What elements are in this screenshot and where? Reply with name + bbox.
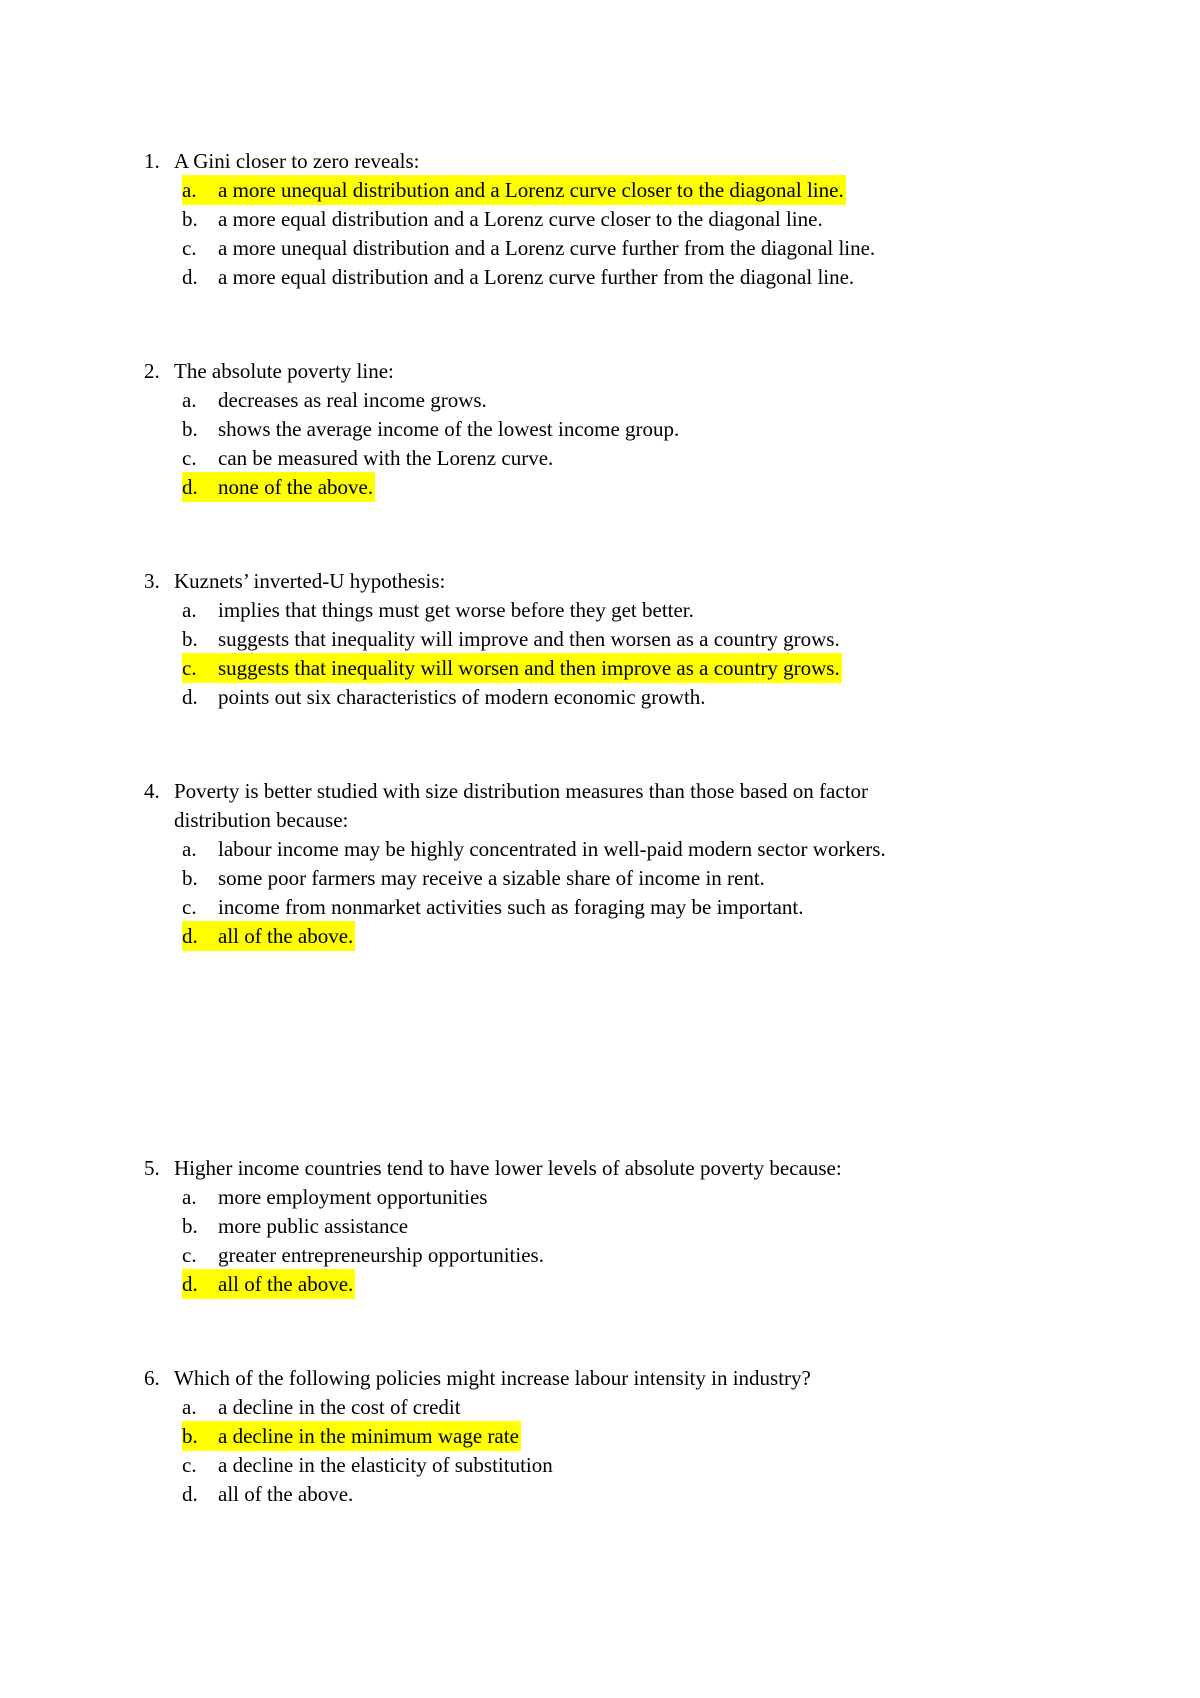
question-text: Which of the following policies might increase labour intensity in industry? — [174, 1366, 811, 1390]
option-text: decreases as real income grows. — [218, 388, 487, 412]
option-letter: a. — [182, 598, 197, 622]
question-text: A Gini closer to zero reveals: — [174, 149, 420, 173]
option-text: implies that things must get worse before they get better. — [218, 598, 694, 622]
question-number: 3. — [144, 569, 160, 593]
option-letter: c. — [182, 1243, 197, 1267]
option-text: suggests that inequality will worsen and then improve as a country grows. — [218, 656, 840, 680]
question-number: 2. — [144, 359, 160, 383]
option-text: a more equal distribution and a Lorenz curve further from the diagonal line. — [218, 265, 855, 289]
option-d — [182, 1269, 355, 1299]
option-text: a decline in the elasticity of substitution — [218, 1453, 553, 1477]
option-c — [182, 233, 875, 263]
option-text: can be measured with the Lorenz curve. — [218, 446, 554, 470]
option-letter: d. — [182, 924, 198, 948]
question-text: Higher income countries tend to have lower levels of absolute poverty because: — [174, 1156, 842, 1180]
option-text: greater entrepreneurship opportunities. — [218, 1243, 544, 1267]
question-number: 4. — [144, 779, 160, 803]
option-a — [182, 175, 846, 205]
option-c — [182, 653, 842, 683]
option-a — [182, 834, 886, 864]
option-text: a decline in the cost of credit — [218, 1395, 461, 1419]
option-text: none of the above. — [218, 475, 374, 499]
option-d — [182, 682, 706, 712]
option-letter: d. — [182, 1482, 198, 1506]
option-text: labour income may be highly concentrated in well-paid modern sector workers. — [218, 837, 886, 861]
option-c — [182, 1240, 544, 1270]
option-text: all of the above. — [218, 1272, 354, 1296]
option-text: suggests that inequality will improve and then worsen as a country grows. — [218, 627, 840, 651]
option-letter: c. — [182, 1453, 197, 1477]
option-text: more public assistance — [218, 1214, 409, 1238]
option-b — [182, 1421, 521, 1451]
option-letter: b. — [182, 417, 198, 441]
option-letter: b. — [182, 866, 198, 890]
option-letter: a. — [182, 388, 197, 412]
option-letter: c. — [182, 656, 197, 680]
option-b — [182, 204, 823, 234]
option-text: points out six characteristics of modern economic growth. — [218, 685, 706, 709]
option-text: income from nonmarket activities such as foraging may be important. — [218, 895, 804, 919]
option-letter: a. — [182, 1185, 197, 1209]
option-letter: b. — [182, 627, 198, 651]
option-b — [182, 624, 840, 654]
option-letter: d. — [182, 1272, 198, 1296]
option-text: a decline in the minimum wage rate — [218, 1424, 519, 1448]
option-b — [182, 1211, 408, 1241]
option-c — [182, 443, 553, 473]
option-letter: c. — [182, 236, 197, 260]
question-number: 6. — [144, 1366, 160, 1390]
option-b — [182, 863, 765, 893]
option-letter: d. — [182, 685, 198, 709]
option-c — [182, 1450, 553, 1480]
option-letter: b. — [182, 1214, 198, 1238]
question-text: Kuznets’ inverted-U hypothesis: — [174, 569, 446, 593]
option-d — [182, 1479, 353, 1509]
option-letter: a. — [182, 1395, 197, 1419]
option-letter: c. — [182, 895, 197, 919]
option-letter: b. — [182, 207, 198, 231]
option-text: a more unequal distribution and a Lorenz curve further from the diagonal line. — [218, 236, 876, 260]
option-a — [182, 385, 487, 415]
option-d — [182, 472, 375, 502]
option-text: a more unequal distribution and a Lorenz curve closer to the diagonal line. — [218, 178, 844, 202]
option-text: some poor farmers may receive a sizable share of income in rent. — [218, 866, 765, 890]
question-text: distribution because: — [174, 808, 349, 832]
option-a — [182, 1392, 461, 1422]
option-letter: a. — [182, 837, 197, 861]
option-text: all of the above. — [218, 924, 354, 948]
option-text: more employment opportunities — [218, 1185, 488, 1209]
option-letter: c. — [182, 446, 197, 470]
option-b — [182, 414, 679, 444]
option-text: shows the average income of the lowest income group. — [218, 417, 680, 441]
option-letter: d. — [182, 265, 198, 289]
question-text: The absolute poverty line: — [174, 359, 394, 383]
option-letter: d. — [182, 475, 198, 499]
question-number: 1. — [144, 149, 160, 173]
question-text: Poverty is better studied with size distribution measures than those based on factor — [174, 779, 869, 803]
option-a — [182, 595, 694, 625]
option-d — [182, 262, 854, 292]
question-number: 5. — [144, 1156, 160, 1180]
option-letter: a. — [182, 178, 197, 202]
option-d — [182, 921, 355, 951]
option-text: all of the above. — [218, 1482, 354, 1506]
option-text: a more equal distribution and a Lorenz curve closer to the diagonal line. — [218, 207, 823, 231]
option-a — [182, 1182, 487, 1212]
option-c — [182, 892, 804, 922]
option-letter: b. — [182, 1424, 198, 1448]
